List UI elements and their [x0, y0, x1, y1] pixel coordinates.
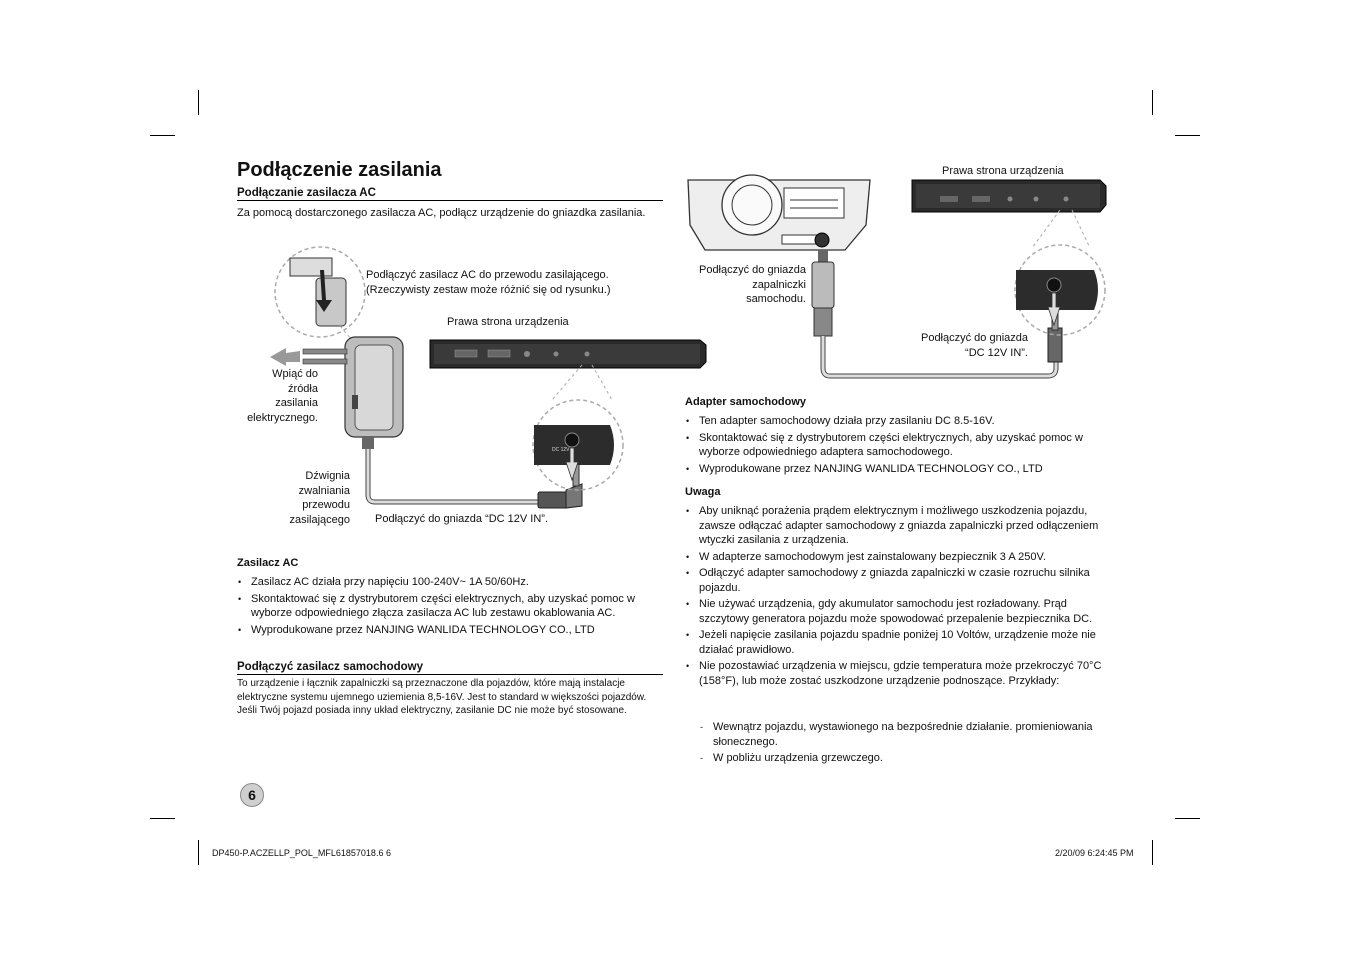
- lighter-label: Podłączyć do gniazda zapalniczki samochodu.: [698, 264, 806, 305]
- list-item: • Wyprodukowane przez NANJING WANLIDA TECHNOLOGY CO., LTD: [685, 462, 1115, 477]
- page-number: 6: [240, 783, 264, 807]
- footer-left: DP450-P.ACZELLP_POL_MFL61857018.6 6: [212, 848, 391, 858]
- fig-note-1: Podłączyć zasilacz AC do przewodu zasilającego.: [366, 269, 609, 281]
- fig-note-2: (Rzeczywisty zestaw może różnić się od rysunku.): [366, 284, 611, 296]
- list-item: • Odłączyć adapter samochodowy z gniazda zapalniczki w czasie rozruchu silnika pojazdu.: [685, 566, 1115, 595]
- page-title: Podłączenie zasilania: [237, 159, 442, 181]
- list-item: • Jeżeli napięcie zasilania pojazdu spadnie poniżej 10 Voltów, urządzenie może nie działać prawidłowo.: [685, 628, 1115, 657]
- connect-dc-label: Podłączyć do gniazda “DC 12V IN”.: [375, 513, 549, 525]
- list-item: • Skontaktować się z dystrybutorem części elektrycznych, aby uzyskać pomoc w wyborze odpowiedniego złącza zasilacza AC lub zestawu okablowania AC.: [237, 592, 665, 621]
- car-dc-label: Podłączyć do gniazda “DC 12V IN”.: [920, 332, 1028, 359]
- uwaga-heading: Uwaga: [685, 486, 721, 498]
- uwaga-sub-list: [699, 720, 1099, 768]
- list-item: • W adapterze samochodowym jest zainstalowany bezpiecznik 3 A 250V.: [685, 550, 1115, 565]
- dc-jack-label: DC 12V: [552, 447, 570, 453]
- zasilacz-heading: Zasilacz AC: [237, 557, 299, 569]
- car-section-heading: Podłączyć zasilacz samochodowy: [237, 661, 663, 675]
- car-section-text: To urządzenie i łącznik zapalniczki są przeznaczone dla pojazdów, które mają instalacje elektryczne systemu ujemnego uziemienia 8,5-16V. Jest to standard w większości pojazdów. Jeśli Twój pojazd posiada inny układ elektryczny, zasilanie DC nie może być stosowane.: [237, 678, 647, 716]
- ac-section-heading: Podłączanie zasilacza AC: [237, 187, 663, 201]
- adapter-list: [685, 414, 1115, 478]
- lever-label: Dźwignia zwalniania przewodu zasilającego: [289, 470, 350, 526]
- car-right-side-label: Prawa strona urządzenia: [942, 165, 1064, 177]
- list-item: - Wewnątrz pojazdu, wystawionego na bezpośrednie działanie. promieniowania słonecznego.: [699, 720, 1099, 749]
- list-item: • Aby uniknąć porażenia prądem elektrycznym i możliwego uszkodzenia pojazdu, zawsze odłączać adapter samochodowy z gniazda zapalniczki przed odłączeniem wtyczki zasilania z urządzenia.: [685, 504, 1115, 548]
- list-item: • Nie pozostawiać urządzenia w miejscu, gdzie temperatura może przekroczyć 70°C (158°F), lub może zostać uszkodzone urządzenie podnoszące. Przykłady:: [685, 659, 1115, 688]
- list-item: • Nie używać urządzenia, gdy akumulator samochodu jest rozładowany. Prąd szczytowy generatora pojazdu może spowodować przepalenie bezpiecznika DC.: [685, 597, 1115, 626]
- adapter-heading: Adapter samochodowy: [685, 396, 807, 408]
- list-item: • Zasilacz AC działa przy napięciu 100-240V~ 1A 50/60Hz.: [237, 575, 665, 590]
- list-item: • Skontaktować się z dystrybutorem części elektrycznych, aby uzyskać pomoc w wyborze odpowiedniego adaptera samochodowego.: [685, 431, 1115, 460]
- list-item: • Wyprodukowane przez NANJING WANLIDA TECHNOLOGY CO., LTD: [237, 623, 665, 638]
- list-item: • Ten adapter samochodowy działa przy zasilaniu DC 8.5-16V.: [685, 414, 1115, 429]
- uwaga-list: [685, 504, 1115, 690]
- footer-right: 2/20/09 6:24:45 PM: [1055, 848, 1134, 858]
- list-item: - W pobliżu urządzenia grzewczego.: [699, 751, 1099, 766]
- plug-in-label: Wpiąć do źródła zasilania elektrycznego.: [247, 368, 318, 424]
- right-side-label: Prawa strona urządzenia: [447, 316, 569, 328]
- ac-intro: Za pomocą dostarczonego zasilacza AC, podłącz urządzenie do gniazdka zasilania.: [237, 207, 646, 219]
